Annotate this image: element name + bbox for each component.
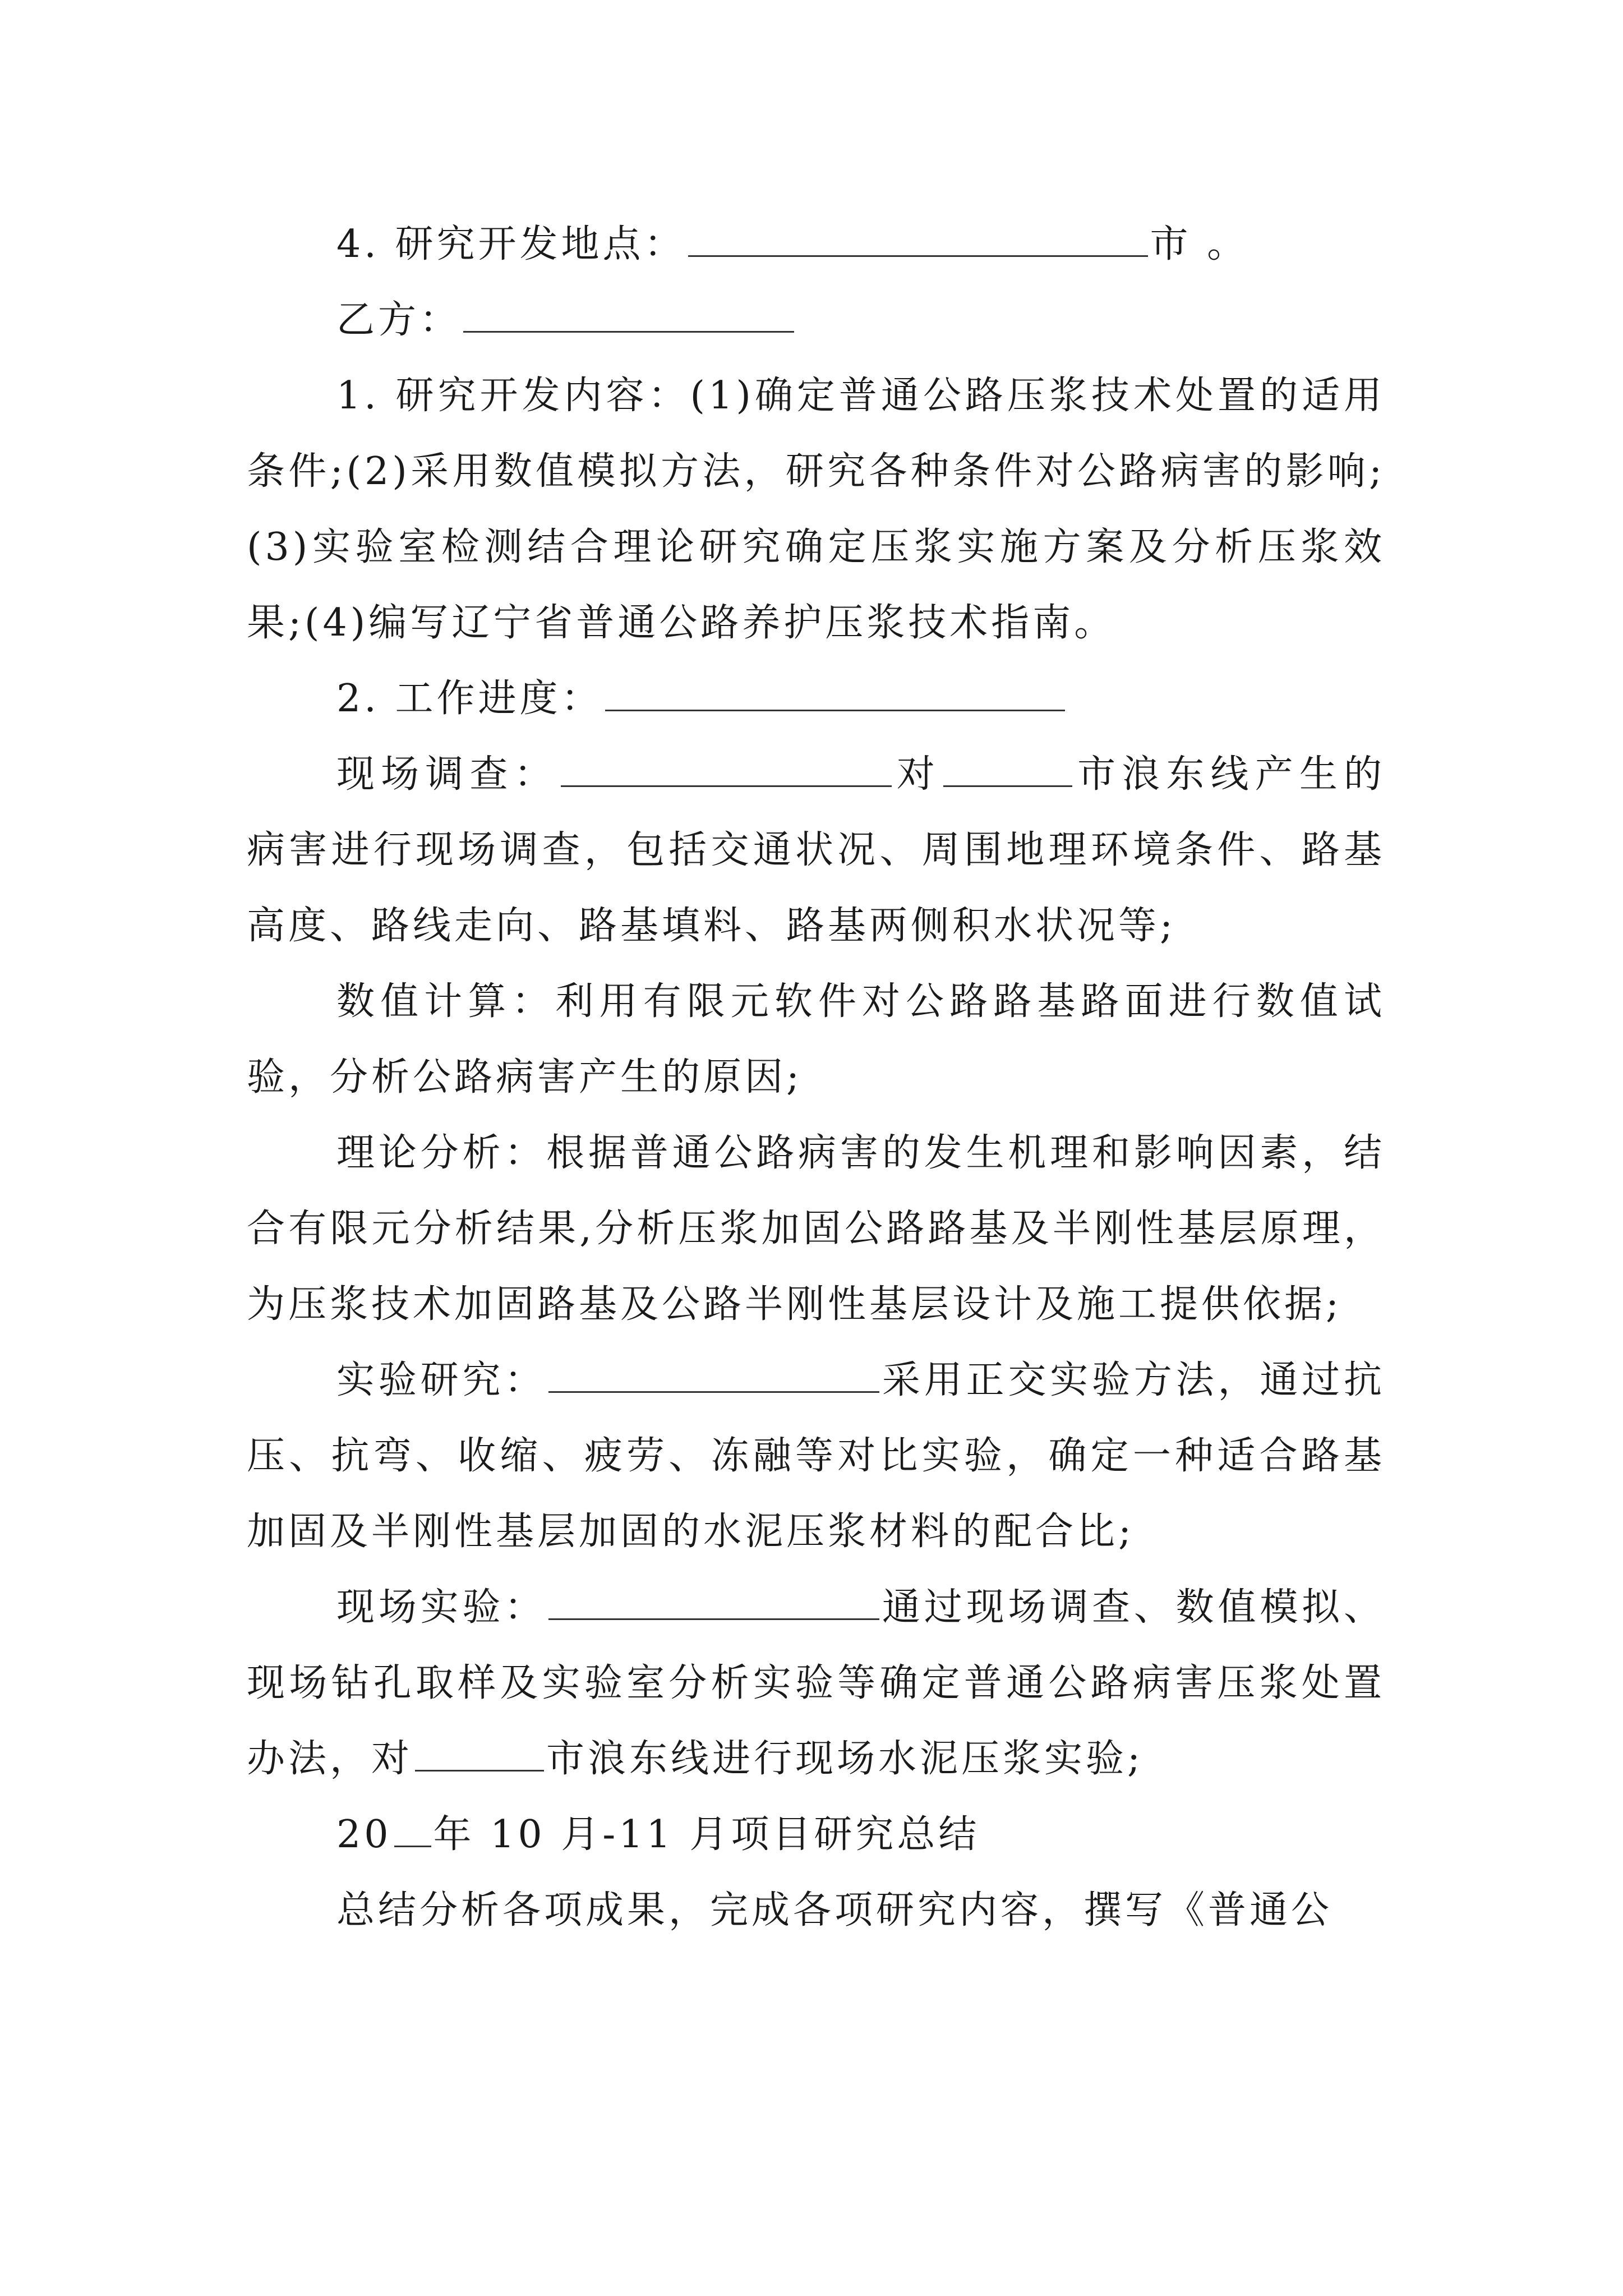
paragraph-work-progress: [247, 661, 1385, 737]
paragraph-experimental-research: [247, 1342, 1385, 1570]
paragraph-field-experiment: [247, 1570, 1385, 1797]
experimental-research-text: 采用正交实验方法，通过抗压、抗弯、收缩、疲劳、冻融等对比实验，确定一种适合路基加固及半刚性基层加固的水泥压浆材料的配合比;: [247, 1358, 1385, 1554]
summary-year-prefix: 20: [336, 1812, 392, 1857]
work-progress-blank: [605, 673, 1065, 711]
paragraph-party-b: [247, 282, 1385, 358]
party-b-label: 乙方：: [336, 298, 462, 342]
field-survey-label: 现场调查：: [336, 752, 559, 797]
field-experiment-label: 现场实验：: [336, 1585, 547, 1630]
field-survey-city-blank: [943, 748, 1072, 787]
field-experiment-text-b: 市浪东线进行现场水泥压浆实验;: [546, 1737, 1144, 1781]
location-suffix: 市 。: [1150, 222, 1249, 266]
field-experiment-date-blank: [548, 1581, 879, 1620]
paragraph-research-location: [247, 206, 1385, 282]
document-body: [247, 206, 1385, 1948]
location-label: 4. 研究开发地点：: [336, 222, 686, 266]
work-progress-label: 2. 工作进度：: [336, 677, 603, 721]
field-experiment-text-a: 通过现场调查、数值模拟、现场钻孔取样及实验室分析实验等确定普通公路病害压浆处置办法，对: [247, 1585, 1385, 1781]
paragraph-summary-content: 总结分析各项成果，完成各项研究内容，撰写《普通公: [336, 1888, 1333, 1932]
field-experiment-city-blank: [415, 1733, 544, 1772]
paragraph-numerical-calculation: 数值计算：利用有限元软件对公路路基路面进行数值试验，分析公路病害产生的原因;: [247, 979, 1385, 1099]
field-survey-text-b: 市浪东线产生的病害进行现场调查，包括交通状况、周围地理环境条件、路基高度、路线走向、路基填料、路基两侧积水状况等;: [247, 752, 1385, 948]
field-survey-text-a: 对: [893, 752, 941, 797]
paragraph-theoretical-analysis: 理论分析：根据普通公路病害的发生机理和影响因素，结合有限元分析结果,分析压浆加固公路路基及半刚性基层原理，为压浆技术加固路基及公路半刚性基层设计及施工提供依据;: [247, 1131, 1385, 1327]
experimental-research-label: 实验研究：: [336, 1358, 547, 1402]
location-blank: [688, 218, 1148, 257]
paragraph-project-summary-date: [247, 1797, 1385, 1872]
experimental-research-blank: [548, 1354, 879, 1393]
paragraph-research-content: 1. 研究开发内容：(1)确定普通公路压浆技术处置的适用条件;(2)采用数值模拟方法，研究各种条件对公路病害的影响;(3)实验室检测结合理论研究确定压浆实施方案及分析压浆效果;(4)编写辽宁省普通公路养护压浆技术指南。: [247, 374, 1385, 645]
summary-year-blank: [394, 1809, 431, 1847]
paragraph-field-survey: [247, 737, 1385, 964]
field-survey-date-blank: [561, 748, 892, 787]
party-b-blank: [463, 294, 794, 333]
summary-date-text: 年 10 月-11 月项目研究总结: [433, 1812, 980, 1857]
